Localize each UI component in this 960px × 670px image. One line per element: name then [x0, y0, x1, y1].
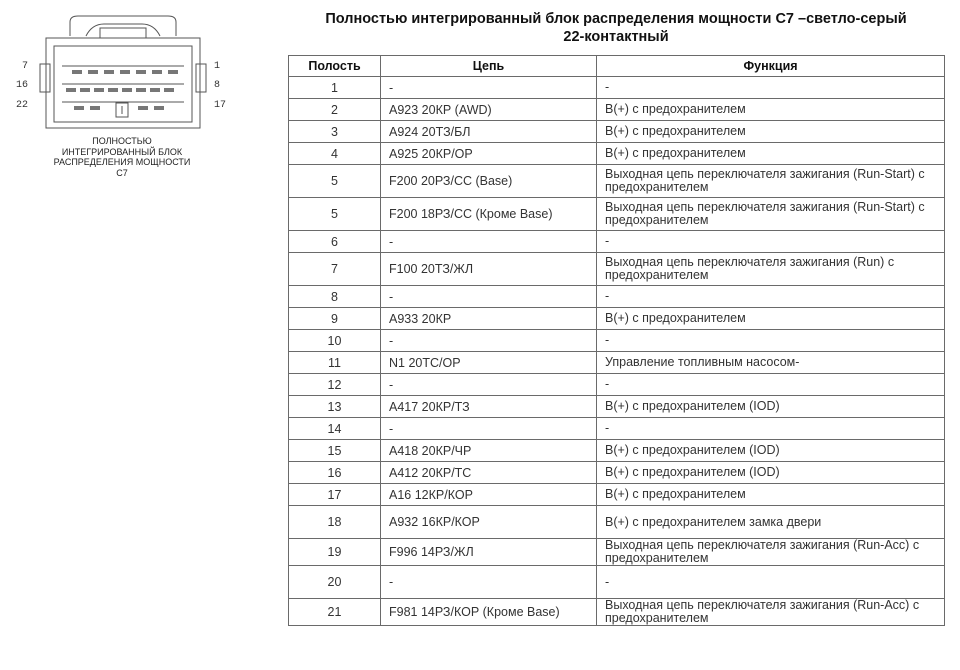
cell-function: - [597, 566, 945, 599]
cell-pin: 17 [289, 484, 381, 506]
table-row [289, 165, 945, 198]
cell-pin: 14 [289, 418, 381, 440]
cell-circuit: A925 20КР/ОР [381, 143, 597, 165]
cell-pin: 21 [289, 599, 381, 626]
cell-pin: 1 [289, 77, 381, 99]
cell-circuit: F100 20ТЗ/ЖЛ [381, 253, 597, 286]
cell-function: B(+) с предохранителем [597, 121, 945, 143]
cell-circuit: F981 14РЗ/КОР (Кроме Base) [381, 599, 597, 626]
cell-pin: 9 [289, 308, 381, 330]
pin-label-1: 1 [214, 61, 221, 72]
cell-pin: 7 [289, 253, 381, 286]
cell-function: B(+) с предохранителем (IOD) [597, 440, 945, 462]
table-row [289, 396, 945, 418]
cell-pin: 4 [289, 143, 381, 165]
cell-circuit: F200 20РЗ/СС (Base) [381, 165, 597, 198]
cell-pin: 6 [289, 231, 381, 253]
cell-pin: 5 [289, 165, 381, 198]
cell-circuit: A933 20КР [381, 308, 597, 330]
cell-circuit: - [381, 77, 597, 99]
cell-pin: 10 [289, 330, 381, 352]
cell-circuit: A923 20КР (AWD) [381, 99, 597, 121]
cell-function: - [597, 418, 945, 440]
cell-circuit: A412 20КР/ТС [381, 462, 597, 484]
cell-circuit: - [381, 231, 597, 253]
table-row [289, 308, 945, 330]
cell-circuit: A418 20КР/ЧР [381, 440, 597, 462]
cell-pin: 12 [289, 374, 381, 396]
cell-function: B(+) с предохранителем [597, 99, 945, 121]
caption-line: ИНТЕГРИРОВАННЫЙ БЛОК [61, 146, 183, 157]
connector-drawing [0, 8, 240, 133]
caption-line: C7 [116, 167, 128, 178]
table-row [289, 99, 945, 121]
connector-diagram [0, 8, 240, 178]
cell-function: Выходная цепь переключателя зажигания (Run-Start) с предохранителем [597, 165, 945, 198]
pin-label-7: 7 [22, 61, 29, 72]
pin-label-22: 22 [16, 100, 29, 111]
cell-function: Управление топливным насосом- [597, 352, 945, 374]
table-row [289, 566, 945, 599]
document-title [288, 10, 944, 46]
connector-caption [38, 136, 206, 178]
cell-circuit: - [381, 566, 597, 599]
pin-label-17: 17 [214, 100, 227, 111]
cell-circuit: - [381, 418, 597, 440]
pin-label-8: 8 [214, 80, 221, 91]
title-line-1: Полностью интегрированный блок распределения мощности С7 –светло-серый [325, 11, 907, 27]
table-row [289, 462, 945, 484]
cell-function: Выходная цепь переключателя зажигания (Run-Acc) с предохранителем [597, 539, 945, 566]
table-row [289, 231, 945, 253]
cell-circuit: A924 20ТЗ/БЛ [381, 121, 597, 143]
table-row [289, 121, 945, 143]
cell-function: B(+) с предохранителем (IOD) [597, 396, 945, 418]
cell-function: Выходная цепь переключателя зажигания (Run-Start) с предохранителем [597, 198, 945, 231]
cell-circuit: A932 16КР/КОР [381, 506, 597, 539]
cell-circuit: - [381, 286, 597, 308]
cell-function: - [597, 77, 945, 99]
cell-circuit: A417 20КР/ТЗ [381, 396, 597, 418]
cell-function: B(+) с предохранителем [597, 308, 945, 330]
table-row [289, 77, 945, 99]
cell-function: - [597, 330, 945, 352]
table-row [289, 253, 945, 286]
cell-pin: 15 [289, 440, 381, 462]
cell-pin: 16 [289, 462, 381, 484]
table-header-row [289, 56, 945, 77]
cell-circuit: N1 20ТС/ОР [381, 352, 597, 374]
cell-circuit: A16 12КР/КОР [381, 484, 597, 506]
table-row [289, 374, 945, 396]
table-row [289, 286, 945, 308]
table-row [289, 352, 945, 374]
table-row [289, 599, 945, 626]
table-row [289, 484, 945, 506]
table-row [289, 506, 945, 539]
cell-circuit: - [381, 330, 597, 352]
table-row [289, 330, 945, 352]
cell-function: - [597, 231, 945, 253]
cell-function: - [597, 374, 945, 396]
cell-pin: 13 [289, 396, 381, 418]
cell-pin: 8 [289, 286, 381, 308]
title-line-2: 22-контактный [563, 29, 669, 45]
cell-circuit: - [381, 374, 597, 396]
cell-circuit: F200 18РЗ/СС (Кроме Base) [381, 198, 597, 231]
cell-pin: 18 [289, 506, 381, 539]
header-function: Функция [597, 56, 945, 77]
table-row [289, 418, 945, 440]
cell-pin: 11 [289, 352, 381, 374]
table-row [289, 143, 945, 165]
cell-circuit: F996 14РЗ/ЖЛ [381, 539, 597, 566]
cell-pin: 3 [289, 121, 381, 143]
caption-line: ПОЛНОСТЬЮ [92, 136, 152, 146]
table-row [289, 539, 945, 566]
pin-label-16: 16 [16, 80, 29, 91]
cell-pin: 20 [289, 566, 381, 599]
table-row [289, 198, 945, 231]
cell-pin: 2 [289, 99, 381, 121]
cell-function: Выходная цепь переключателя зажигания (Run-Acc) с предохранителем [597, 599, 945, 626]
cell-function: Выходная цепь переключателя зажигания (Run) с предохранителем [597, 253, 945, 286]
cell-function: - [597, 286, 945, 308]
caption-line: РАСПРЕДЕЛЕНИЯ МОЩНОСТИ [53, 157, 191, 167]
cell-pin: 5 [289, 198, 381, 231]
pin-function-table [288, 55, 945, 626]
cell-function: B(+) с предохранителем [597, 484, 945, 506]
table-row [289, 440, 945, 462]
cell-function: B(+) с предохранителем [597, 143, 945, 165]
header-circuit: Цепь [381, 56, 597, 77]
cell-function: B(+) с предохранителем замка двери [597, 506, 945, 539]
header-pin: Полость [289, 56, 381, 77]
cell-function: B(+) с предохранителем (IOD) [597, 462, 945, 484]
cell-pin: 19 [289, 539, 381, 566]
